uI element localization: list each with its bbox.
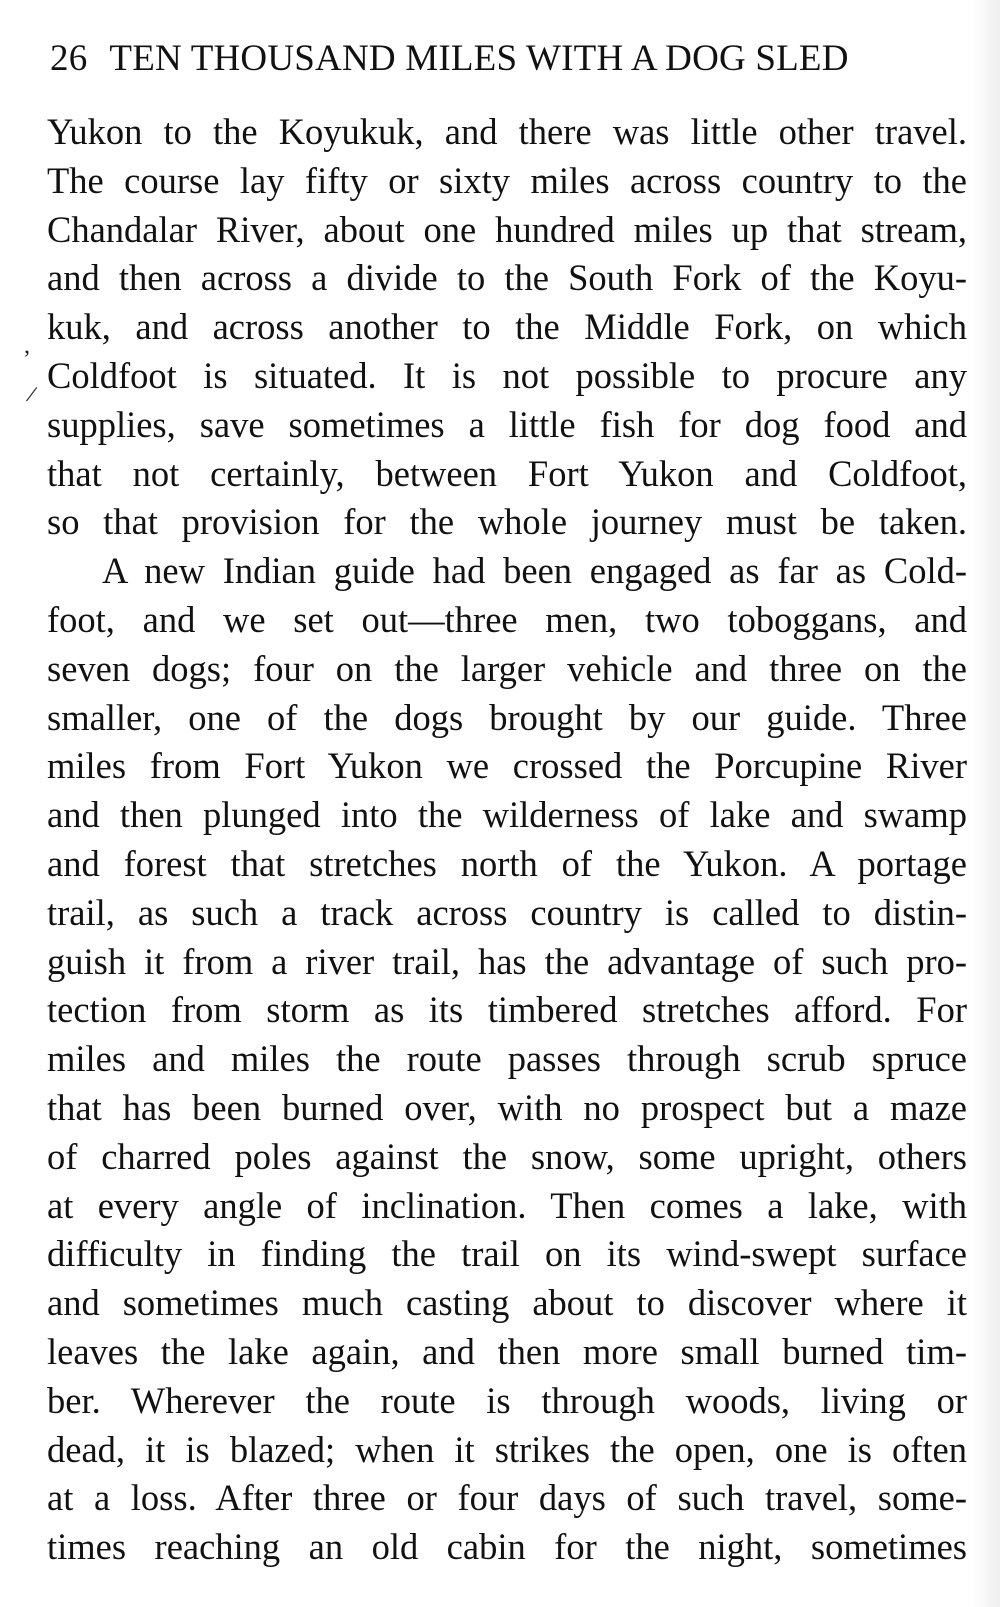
text-line: that has been burned over, with no prospect but a maze	[47, 1086, 967, 1128]
text-line: supplies, save sometimes a little fish for dog food and	[47, 403, 967, 445]
text-line: miles and miles the route passes through scrub spruce	[47, 1038, 967, 1080]
text-line: at every angle of inclination. Then comes a lake, with	[47, 1184, 967, 1226]
text-line: smaller, one of the dogs brought by our guide. Three	[47, 696, 967, 738]
text-line: and then across a divide to the South Fork of the Koyu-	[47, 257, 967, 299]
page-number: 26	[50, 38, 88, 79]
body-text	[47, 108, 967, 1572]
page-edge-shadow	[972, 0, 1000, 1607]
text-line: seven dogs; four on the larger vehicle and three on the	[47, 647, 967, 689]
text-line: difficulty in finding the trail on its wind-swept surface	[47, 1233, 967, 1275]
text-line: dead, it is blazed; when it strikes the open, one is often	[47, 1428, 967, 1470]
margin-ink-mark: ,	[24, 333, 30, 359]
text-line: that not certainly, between Fort Yukon and Coldfoot,	[47, 452, 967, 494]
text-line: ber. Wherever the route is through woods, living or	[47, 1379, 967, 1421]
text-line: A new Indian guide had been engaged as far as Cold-	[102, 550, 967, 592]
running-head	[50, 34, 950, 84]
text-line: guish it from a river trail, has the advantage of such pro-	[47, 940, 967, 982]
text-line: foot, and we set out—three men, two toboggans, and	[47, 598, 967, 640]
text-line: leaves the lake again, and then more small burned tim-	[47, 1330, 967, 1372]
text-line: trail, as such a track across country is called to distin-	[47, 891, 967, 933]
text-line: and forest that stretches north of the Yukon. A portage	[47, 842, 967, 884]
margin-ink-mark: /	[24, 381, 39, 409]
text-line: of charred poles against the snow, some upright, others	[47, 1135, 967, 1177]
running-title: TEN THOUSAND MILES WITH A DOG SLED	[109, 38, 849, 79]
text-line: and sometimes much casting about to discover where it	[47, 1282, 967, 1324]
text-line: so that provision for the whole journey must be taken.	[47, 501, 967, 543]
text-line: times reaching an old cabin for the night, sometimes	[47, 1526, 967, 1568]
text-line: Chandalar River, about one hundred miles up that stream,	[47, 208, 967, 250]
text-line: and then plunged into the wilderness of lake and swamp	[47, 794, 967, 836]
text-line: tection from storm as its timbered stretches afford. For	[47, 989, 967, 1031]
text-line: miles from Fort Yukon we crossed the Porcupine River	[47, 745, 967, 787]
text-line: at a loss. After three or four days of such travel, some-	[47, 1477, 967, 1519]
text-line: kuk, and across another to the Middle Fork, on which	[47, 306, 967, 348]
text-line: The course lay fifty or sixty miles across country to the	[47, 159, 967, 201]
text-line: Coldfoot is situated. It is not possible to procure any	[47, 354, 967, 396]
text-line: Yukon to the Koyukuk, and there was little other travel.	[47, 111, 967, 152]
